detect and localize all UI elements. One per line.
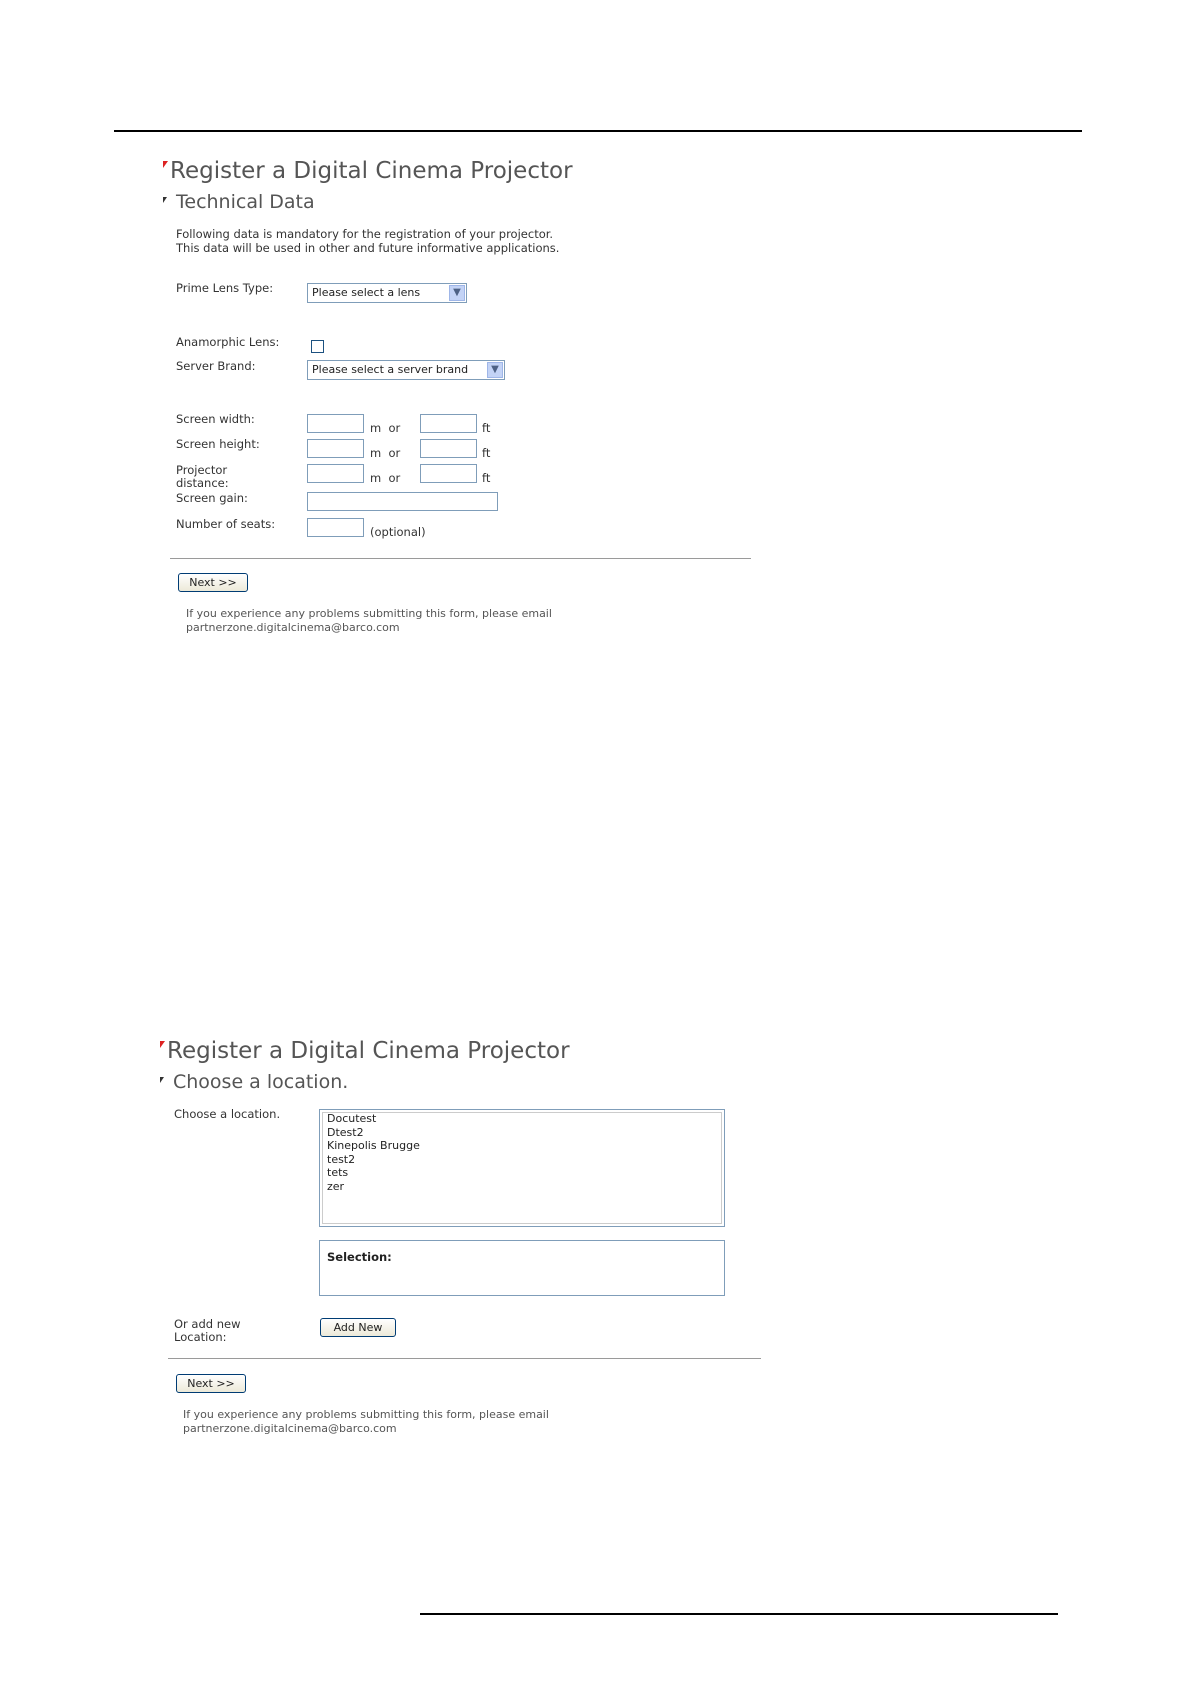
form1-next-button[interactable]: Next >> xyxy=(178,573,248,592)
projector-distance-m-or: m or xyxy=(370,471,401,485)
location-option[interactable]: Docutest xyxy=(327,1112,377,1125)
subtitle-marker-icon xyxy=(160,1077,164,1083)
intro-line-2: This data will be used in other and future informative applications. xyxy=(176,241,560,255)
anamorphic-lens-label: Anamorphic Lens: xyxy=(176,335,280,349)
number-of-seats-input[interactable] xyxy=(307,518,364,537)
location-listbox[interactable] xyxy=(319,1109,725,1227)
page-footer-rule xyxy=(420,1613,1058,1615)
server-brand-select[interactable] xyxy=(307,360,505,380)
title-marker-icon xyxy=(160,1041,165,1048)
form2-help-line-1: If you experience any problems submitting this form, please email xyxy=(183,1408,549,1421)
screen-gain-input[interactable] xyxy=(307,492,498,511)
server-brand-label: Server Brand: xyxy=(176,359,256,373)
intro-line-1: Following data is mandatory for the registration of your projector. xyxy=(176,227,554,241)
title-marker-icon xyxy=(163,161,168,168)
screen-height-m-or: m or xyxy=(370,446,401,460)
location-option[interactable]: Kinepolis Brugge xyxy=(327,1139,420,1152)
screen-width-m-or: m or xyxy=(370,421,401,435)
screen-height-label: Screen height: xyxy=(176,437,260,451)
chevron-down-icon[interactable]: ▼ xyxy=(449,285,465,301)
projector-distance-ft-input[interactable] xyxy=(420,464,477,483)
subtitle-marker-icon xyxy=(163,197,167,203)
location-option[interactable]: Dtest2 xyxy=(327,1125,364,1139)
anamorphic-lens-checkbox[interactable] xyxy=(311,340,324,353)
screen-height-ft-input[interactable] xyxy=(420,439,477,458)
add-new-location-button[interactable]: Add New xyxy=(320,1318,396,1337)
form2-help-email: partnerzone.digitalcinema@barco.com xyxy=(183,1422,397,1435)
form1-subtitle: Technical Data xyxy=(176,191,315,213)
form1-help-email: partnerzone.digitalcinema@barco.com xyxy=(186,621,400,634)
form2-separator xyxy=(168,1358,761,1359)
prime-lens-label: Prime Lens Type: xyxy=(176,281,274,295)
chevron-down-icon[interactable]: ▼ xyxy=(487,362,503,378)
projector-distance-m-input[interactable] xyxy=(307,464,364,483)
form2-title: Register a Digital Cinema Projector xyxy=(167,1038,570,1064)
screen-height-ft-unit: ft xyxy=(482,446,491,460)
location-option[interactable]: tets xyxy=(327,1166,349,1179)
prime-lens-select[interactable] xyxy=(307,283,467,303)
choose-location-label: Choose a location. xyxy=(174,1107,281,1121)
selection-box xyxy=(319,1240,725,1296)
screen-height-m-input[interactable] xyxy=(307,439,364,458)
add-new-location-label: Or add new Location: xyxy=(174,1317,241,1344)
selection-label: Selection: xyxy=(327,1250,392,1264)
page-header-rule xyxy=(114,130,1082,132)
projector-distance-label: Projector distance: xyxy=(176,463,229,490)
screen-gain-label: Screen gain: xyxy=(176,491,248,505)
form2-next-button[interactable]: Next >> xyxy=(176,1374,246,1393)
form2-subtitle: Choose a location. xyxy=(173,1071,349,1093)
form1-title: Register a Digital Cinema Projector xyxy=(170,158,573,184)
location-option[interactable]: test2 xyxy=(327,1152,356,1166)
number-of-seats-label: Number of seats: xyxy=(176,517,276,531)
number-of-seats-optional: (optional) xyxy=(370,525,426,539)
location-option[interactable]: zer xyxy=(327,1179,345,1193)
screen-width-ft-input[interactable] xyxy=(420,414,477,433)
form1-separator xyxy=(170,558,751,559)
screen-width-ft-unit: ft xyxy=(482,421,491,435)
server-brand-select-value: Please select a server brand xyxy=(312,363,469,376)
screen-width-label: Screen width: xyxy=(176,412,255,426)
form1-help-line-1: If you experience any problems submitting this form, please email xyxy=(186,607,552,620)
screen-width-m-input[interactable] xyxy=(307,414,364,433)
projector-distance-ft-unit: ft xyxy=(482,471,491,485)
prime-lens-select-value: Please select a lens xyxy=(312,286,421,299)
